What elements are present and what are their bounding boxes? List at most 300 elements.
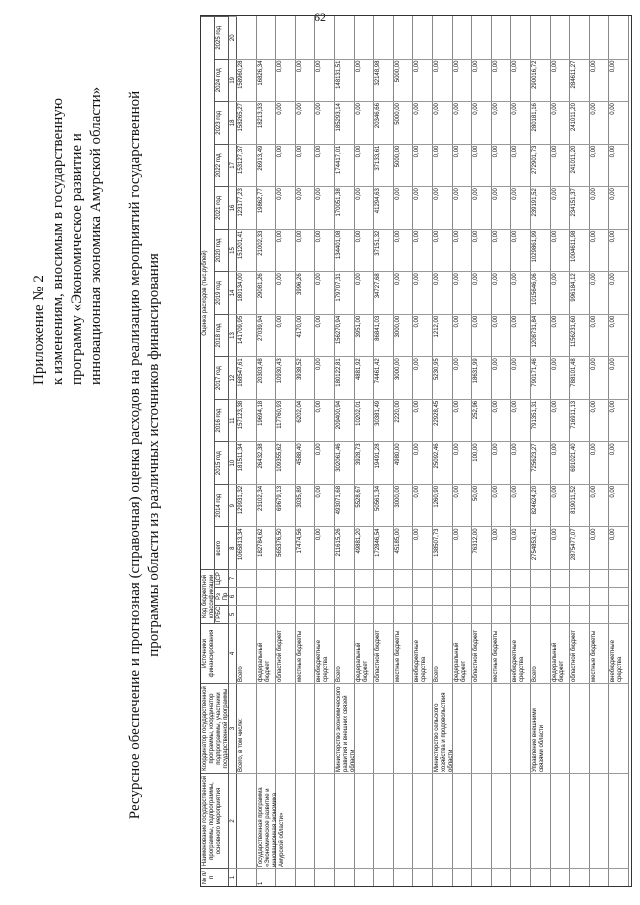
table-row [531, 16, 551, 886]
row-value: 252,96 [472, 399, 492, 442]
row-source: Всего [531, 623, 551, 683]
page-number: 62 [314, 10, 326, 24]
row-value: 0,00 [590, 59, 610, 102]
row-value: 0,00 [315, 399, 335, 442]
row-code [609, 605, 629, 623]
row-value: 0,00 [551, 229, 571, 272]
row-value: 0,00 [609, 144, 629, 187]
row-name [394, 773, 414, 868]
row-executor [315, 683, 335, 773]
row-value: 20346,66 [374, 101, 394, 144]
row-value: 26913,49 [257, 144, 277, 187]
row-value: 0,00 [296, 59, 316, 102]
row-executor [413, 683, 433, 773]
column-number: 10 [229, 441, 237, 484]
row-code [315, 569, 335, 587]
row-code [276, 587, 296, 605]
row-value: 1156231,60 [570, 314, 590, 357]
row-source: федеральный бюджет [355, 623, 375, 683]
row-value: 0,00 [511, 59, 531, 102]
table-row [492, 16, 512, 886]
row-value: 0,00 [511, 186, 531, 229]
row-value: 17474,56 [296, 526, 316, 569]
row-value: 4881,92 [355, 356, 375, 399]
row-value: 21002,33 [257, 229, 277, 272]
row-executor [276, 683, 296, 773]
row-code [433, 587, 453, 605]
header-year: 2020 год [215, 229, 229, 272]
row-source: внебюджетные средства [315, 623, 335, 683]
row-value: 0,00 [551, 441, 571, 484]
row-value: 0,00 [551, 399, 571, 442]
row-value: 179707,31 [335, 271, 355, 314]
table-row [413, 16, 433, 886]
row-value: 0,00 [590, 526, 610, 569]
row-value: 5000,00 [394, 59, 414, 102]
row-value: 0,00 [453, 59, 473, 102]
row-value: 50,00 [472, 484, 492, 527]
row-value: 0,00 [492, 399, 512, 442]
row-value: 0,00 [609, 356, 629, 399]
row-value: 0,00 [276, 101, 296, 144]
row-value: 0,00 [511, 144, 531, 187]
row-value: 26432,38 [257, 441, 277, 484]
row-value: 0,00 [511, 399, 531, 442]
header-year: 2017 год [215, 356, 229, 399]
row-value: 0,00 [551, 59, 571, 102]
column-number: 12 [229, 356, 237, 399]
row-value: 0,00 [551, 186, 571, 229]
column-number: 19 [229, 59, 237, 102]
row-value: 4588,40 [296, 441, 316, 484]
row-value: 69679,13 [276, 484, 296, 527]
row-value: 725623,27 [531, 441, 551, 484]
row-value: 5230,95 [433, 356, 453, 399]
row-value: 819011,52 [570, 484, 590, 527]
table-row [315, 16, 335, 886]
row-value: 3951,00 [355, 314, 375, 357]
row-name [492, 773, 512, 868]
row-value: 3000,00 [394, 314, 414, 357]
row-value: 25092,46 [433, 441, 453, 484]
row-code [374, 605, 394, 623]
header-codes: Код бюджетной классификации [201, 569, 215, 623]
row-value: 0,00 [551, 271, 571, 314]
row-value: 1208731,84 [531, 314, 551, 357]
row-value: 0,00 [413, 229, 433, 272]
row-value: 0,00 [433, 101, 453, 144]
row-value: 0,00 [551, 526, 571, 569]
header-year: 2024 год [215, 59, 229, 102]
row-source: местные бюджеты [492, 623, 512, 683]
row-code [453, 587, 473, 605]
row-value: 0,00 [453, 314, 473, 357]
row-value: 0,00 [315, 484, 335, 527]
row-source: областной бюджет [374, 623, 394, 683]
row-executor [551, 683, 571, 773]
header-total: всего [215, 526, 229, 569]
appendix-line: Приложение № 2 [31, 275, 47, 385]
column-number: 16 [229, 186, 237, 229]
row-value: 0,00 [590, 484, 610, 527]
row-value: 0,00 [551, 144, 571, 187]
row-value: 0,00 [609, 59, 629, 102]
header-year: 2018 год [215, 314, 229, 357]
row-value: 1015646,06 [531, 271, 551, 314]
row-code [335, 605, 355, 623]
row-value: 0,00 [609, 484, 629, 527]
row-value: 0,00 [551, 314, 571, 357]
row-num [315, 868, 335, 886]
row-code [315, 587, 335, 605]
row-value: 0,00 [590, 229, 610, 272]
row-value: 241011,20 [570, 101, 590, 144]
header-year: 2015 год [215, 441, 229, 484]
row-value: 284611,27 [570, 59, 590, 102]
row-code [276, 605, 296, 623]
row-name [237, 773, 257, 868]
row-value: 0,00 [453, 484, 473, 527]
row-executor [296, 683, 316, 773]
row-value: 241011,20 [570, 144, 590, 187]
row-value: 45185,00 [394, 526, 414, 569]
row-code [570, 605, 590, 623]
row-value: 0,00 [355, 186, 375, 229]
row-value: 0,00 [276, 186, 296, 229]
row-code [374, 569, 394, 587]
row-value: 0,00 [511, 441, 531, 484]
row-value: 3000,00 [394, 356, 414, 399]
row-code [511, 569, 531, 587]
column-number: 7 [229, 569, 237, 587]
row-executor [453, 683, 473, 773]
row-value: 0,00 [413, 271, 433, 314]
row-value: 0,00 [609, 271, 629, 314]
row-name [472, 773, 492, 868]
row-code [511, 605, 531, 623]
row-code [531, 569, 551, 587]
header-year: 2023 год [215, 101, 229, 144]
row-value: 0,00 [296, 101, 316, 144]
row-value: 0,00 [276, 59, 296, 102]
row-value: 27039,94 [257, 314, 277, 357]
row-code [276, 569, 296, 587]
row-code [257, 587, 277, 605]
row-value: 148131,51 [335, 59, 355, 102]
row-value: 2875477,07 [570, 526, 590, 569]
row-executor: Управление внешними связями области [531, 683, 551, 773]
row-value: 0,00 [276, 144, 296, 187]
row-code [531, 587, 551, 605]
row-value: 0,00 [511, 526, 531, 569]
row-value: 0,00 [492, 186, 512, 229]
row-value: 0,00 [394, 271, 414, 314]
row-value: 0,00 [492, 441, 512, 484]
row-value: 0,00 [433, 144, 453, 187]
row-value: 10930,43 [276, 356, 296, 399]
row-num [551, 868, 571, 886]
row-value: 0,00 [590, 314, 610, 357]
row-executor [511, 683, 531, 773]
header-year: 2025 год [215, 16, 229, 59]
row-value: 0,00 [315, 229, 335, 272]
row-value: 0,00 [355, 59, 375, 102]
row-value: 0,00 [433, 186, 453, 229]
row-value: 185293,14 [335, 101, 355, 144]
row-code [433, 605, 453, 623]
row-value: 0,00 [413, 59, 433, 102]
row-value: 2754853,41 [531, 526, 551, 569]
title-line: Ресурсное обеспечение и прогнозная (справочная) оценка расходов на реализацию мероприятий государственной [127, 90, 143, 820]
row-value: 0,00 [511, 101, 531, 144]
row-value: 5000,00 [394, 101, 414, 144]
header-csr: ЦСР [215, 569, 229, 587]
row-value: 996184,12 [570, 271, 590, 314]
row-value: 0,00 [315, 271, 335, 314]
row-code [472, 587, 492, 605]
row-value: 1260,90 [433, 484, 453, 527]
row-source: внебюджетные средства [609, 623, 629, 683]
row-value: 0,00 [609, 399, 629, 442]
row-value: 0,00 [355, 271, 375, 314]
header-executor: Координатор государственной программы, координатор подпрограммы, участники государственной программы [201, 683, 229, 773]
row-source: Всего [433, 623, 453, 683]
row-value: 32148,98 [374, 59, 394, 102]
column-number: 6 [229, 587, 237, 605]
row-num [335, 868, 355, 886]
row-value: 141709,95 [237, 314, 257, 357]
column-number: 5 [229, 605, 237, 623]
row-value: 1004611,98 [570, 229, 590, 272]
row-value: 0,00 [315, 526, 335, 569]
row-value: 0,00 [609, 526, 629, 569]
row-value: 6202,04 [296, 399, 316, 442]
row-value: 824624,20 [531, 484, 551, 527]
row-code [551, 605, 571, 623]
row-code [531, 605, 551, 623]
row-executor [570, 683, 590, 773]
row-name [374, 773, 394, 868]
row-value: 0,00 [413, 144, 433, 187]
row-value: 0,00 [433, 59, 453, 102]
row-value: 16826,34 [257, 59, 277, 102]
row-code [570, 587, 590, 605]
row-value: 0,00 [453, 101, 473, 144]
row-code [355, 605, 375, 623]
row-code [315, 605, 335, 623]
row-code [296, 569, 316, 587]
row-num [355, 868, 375, 886]
row-code [413, 587, 433, 605]
row-value: 3928,73 [355, 441, 375, 484]
table-row [570, 16, 590, 886]
row-value: 5528,67 [355, 484, 375, 527]
row-code [590, 569, 610, 587]
row-source: Всего [335, 623, 355, 683]
row-value: 0,00 [551, 356, 571, 399]
column-number-row [229, 16, 237, 886]
row-code [394, 587, 414, 605]
row-code [394, 569, 414, 587]
row-value: 0,00 [492, 59, 512, 102]
row-code [237, 569, 257, 587]
row-value: 788101,48 [570, 356, 590, 399]
row-num [511, 868, 531, 886]
row-name [511, 773, 531, 868]
row-value: 0,00 [590, 399, 610, 442]
row-num [609, 868, 629, 886]
row-code [609, 569, 629, 587]
row-name [531, 773, 551, 868]
row-value: 134401,08 [335, 229, 355, 272]
row-source: местные бюджеты [590, 623, 610, 683]
row-value: 0,00 [453, 526, 473, 569]
row-num [237, 868, 257, 886]
appendix-line: инновационная экономика Амурской области» [88, 86, 104, 385]
header-year: 2021 год [215, 186, 229, 229]
table-row [590, 16, 610, 886]
row-source: местные бюджеты [296, 623, 316, 683]
row-code [453, 569, 473, 587]
row-value: 1212,00 [433, 314, 453, 357]
row-value: 272901,73 [531, 144, 551, 187]
row-value: 0,00 [590, 101, 610, 144]
row-value: 0,00 [590, 441, 610, 484]
header-source: Источники финансирования [201, 623, 229, 683]
document-title [126, 35, 164, 875]
row-source: федеральный бюджет [453, 623, 473, 683]
row-executor [609, 683, 629, 773]
row-value: 0,00 [511, 271, 531, 314]
row-value: 0,00 [413, 484, 433, 527]
row-num [433, 868, 453, 886]
row-value: 174417,01 [335, 144, 355, 187]
row-source: федеральный бюджет [551, 623, 571, 683]
row-value: 49881,20 [355, 526, 375, 569]
row-code [609, 587, 629, 605]
row-code [492, 605, 512, 623]
row-value: 211615,26 [335, 526, 355, 569]
row-value: 0,00 [355, 144, 375, 187]
row-value: 37133,61 [374, 144, 394, 187]
row-code [257, 569, 277, 587]
table-row [433, 16, 453, 886]
row-value: 1029861,99 [531, 229, 551, 272]
row-value: 0,00 [492, 229, 512, 272]
row-value: 29081,26 [257, 271, 277, 314]
row-name [296, 773, 316, 868]
row-value: 0,00 [609, 314, 629, 357]
row-value: 0,00 [472, 144, 492, 187]
row-value: 0,00 [590, 271, 610, 314]
table-row [374, 16, 394, 886]
row-value: 0,00 [472, 101, 492, 144]
row-value: 4980,00 [394, 441, 414, 484]
table-row [453, 16, 473, 886]
row-value: 0,00 [511, 229, 531, 272]
appendix-line: к изменениям, вносимым в государственную [50, 98, 66, 385]
row-code [335, 587, 355, 605]
row-value: 0,00 [315, 101, 335, 144]
row-executor [590, 683, 610, 773]
row-name [413, 773, 433, 868]
row-value: 0,00 [453, 441, 473, 484]
row-num [413, 868, 433, 886]
row-name [355, 773, 375, 868]
row-value: 0,00 [413, 441, 433, 484]
row-code [570, 569, 590, 587]
row-value: 0,00 [453, 144, 473, 187]
row-name [276, 773, 296, 868]
header-name: Наименование государственной программы, подпрограммы, основного мероприятия [201, 773, 229, 868]
row-value: 0,00 [315, 441, 335, 484]
column-number: 17 [229, 144, 237, 187]
row-name [335, 773, 355, 868]
row-value: 153127,37 [237, 144, 257, 187]
row-value: 0,00 [609, 441, 629, 484]
table-row [609, 16, 629, 886]
row-value: 182784,62 [257, 526, 277, 569]
row-code [453, 605, 473, 623]
row-value: 0,00 [296, 229, 316, 272]
row-num: 1 [257, 868, 277, 886]
header-rzpr: Рз Пр [215, 587, 229, 605]
row-name [433, 773, 453, 868]
row-code [413, 569, 433, 587]
row-name [609, 773, 629, 868]
row-name [570, 773, 590, 868]
row-value: 5000,00 [394, 144, 414, 187]
row-value: 19694,18 [257, 399, 277, 442]
row-value: 790171,46 [531, 356, 551, 399]
row-value: 239191,52 [531, 186, 551, 229]
table-row [276, 16, 296, 886]
row-value: 50561,34 [374, 484, 394, 527]
row-code [355, 587, 375, 605]
row-value: 180134,00 [237, 271, 257, 314]
row-executor [257, 683, 277, 773]
row-value: 0,00 [394, 186, 414, 229]
row-code [492, 587, 512, 605]
row-executor: Министерство экономического развития и внешних связей области [335, 683, 355, 773]
row-value: 0,00 [609, 229, 629, 272]
row-value: 19862,77 [257, 186, 277, 229]
row-executor: Всего, в том числе: [237, 683, 257, 773]
row-value: 37151,32 [374, 229, 394, 272]
row-value: 0,00 [394, 229, 414, 272]
column-number: 20 [229, 16, 237, 59]
row-value: 0,00 [492, 314, 512, 357]
header-year: 2019 год [215, 271, 229, 314]
row-value: 0,00 [551, 101, 571, 144]
row-value: 0,00 [511, 356, 531, 399]
row-value: 100,00 [472, 441, 492, 484]
row-value: 76312,00 [472, 526, 492, 569]
row-code [374, 587, 394, 605]
row-value: 151201,41 [237, 229, 257, 272]
row-code [237, 587, 257, 605]
row-value: 0,00 [315, 314, 335, 357]
table-row [394, 16, 414, 886]
row-value: 22928,45 [433, 399, 453, 442]
row-num [453, 868, 473, 886]
row-value: 129931,32 [237, 484, 257, 527]
row-num [570, 868, 590, 886]
row-num [472, 868, 492, 886]
row-executor [394, 683, 414, 773]
row-value: 0,00 [590, 356, 610, 399]
row-value: 158265,27 [237, 101, 257, 144]
